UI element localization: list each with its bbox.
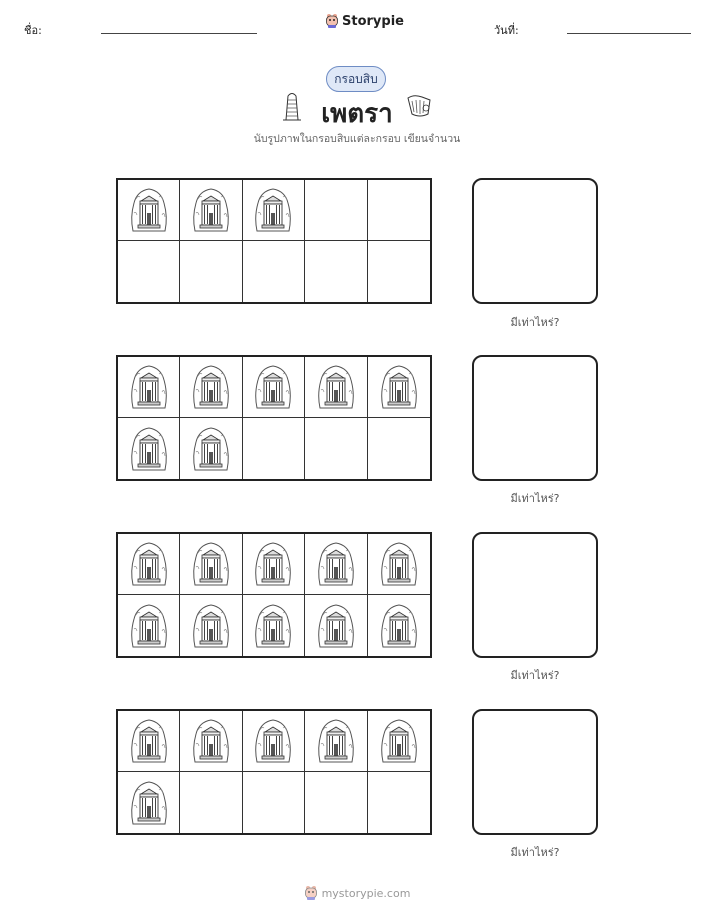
ten-frame-1 (116, 178, 432, 304)
answer-box-1[interactable] (472, 178, 598, 304)
question-label-3: มีเท่าไหร่? (510, 669, 560, 682)
petra-treasury-icon (252, 718, 294, 764)
brand-logo (325, 13, 404, 29)
petra-treasury-icon (315, 364, 357, 410)
petra-treasury-icon (252, 364, 294, 410)
ten-frame-4 (116, 709, 432, 835)
petra-treasury-icon (190, 603, 232, 649)
petra-treasury-icon (128, 541, 170, 587)
petra-treasury-icon (315, 718, 357, 764)
frame-cell (118, 772, 180, 833)
frame-cell (368, 534, 430, 595)
frame-cell (118, 534, 180, 595)
footer-url: mystorypie.com (321, 886, 411, 900)
petra-treasury-icon (190, 541, 232, 587)
petra-treasury-icon (378, 364, 420, 410)
frame-cell (180, 711, 242, 772)
frame-cell (368, 772, 430, 833)
frame-cell (118, 241, 180, 302)
petra-treasury-icon (128, 187, 170, 233)
ten-frame-3 (116, 532, 432, 658)
instructions: นับรูปภาพในกรอบสิบแต่ละกรอบ เขียนจำนวน (253, 133, 461, 145)
topic-badge: กรอบสิบ (326, 66, 386, 92)
frame-cell (180, 180, 242, 241)
frame-cell (305, 772, 367, 833)
frame-cell (305, 595, 367, 656)
petra-treasury-icon (378, 718, 420, 764)
petra-treasury-icon (190, 187, 232, 233)
frame-cell (243, 418, 305, 479)
frame-cell (243, 534, 305, 595)
date-label: วันที่: (494, 24, 519, 37)
frame-cell (305, 534, 367, 595)
petra-treasury-icon (315, 603, 357, 649)
petra-treasury-icon (190, 718, 232, 764)
frame-cell (368, 418, 430, 479)
frame-cell (305, 357, 367, 418)
frame-cell (118, 180, 180, 241)
petra-treasury-icon (128, 364, 170, 410)
frame-cell (243, 357, 305, 418)
name-label: ชื่อ: (24, 24, 42, 37)
brand-name: Storypie (342, 13, 404, 29)
frame-cell (118, 711, 180, 772)
question-label-4: มีเท่าไหร่? (510, 846, 560, 859)
date-line[interactable] (567, 33, 691, 34)
petra-treasury-icon (128, 780, 170, 826)
frame-cell (243, 772, 305, 833)
petra-treasury-icon (190, 426, 232, 472)
frame-cell (180, 418, 242, 479)
petra-treasury-icon (378, 603, 420, 649)
petra-treasury-icon (128, 426, 170, 472)
petra-treasury-icon (128, 603, 170, 649)
storypie-mascot-icon (325, 13, 339, 29)
question-label-2: มีเท่าไหร่? (510, 492, 560, 505)
footer (0, 885, 714, 901)
frame-cell (243, 180, 305, 241)
frame-cell (305, 418, 367, 479)
frame-cell (243, 711, 305, 772)
frame-cell (368, 595, 430, 656)
page-title: เพตรา (321, 99, 393, 129)
column-ruin-icon (404, 92, 434, 120)
petra-treasury-icon (252, 187, 294, 233)
petra-treasury-icon (315, 541, 357, 587)
frame-cell (368, 241, 430, 302)
frame-cell (118, 357, 180, 418)
frame-cell (180, 357, 242, 418)
storypie-mascot-icon (304, 885, 318, 901)
name-line[interactable] (101, 33, 257, 34)
petra-treasury-icon (128, 718, 170, 764)
petra-treasury-icon (378, 541, 420, 587)
frame-cell (368, 180, 430, 241)
frame-cell (243, 241, 305, 302)
frame-cell (118, 595, 180, 656)
frame-cell (180, 595, 242, 656)
ten-frame-2 (116, 355, 432, 481)
frame-cell (368, 711, 430, 772)
frame-cell (305, 180, 367, 241)
frame-cell (180, 241, 242, 302)
answer-box-4[interactable] (472, 709, 598, 835)
answer-box-2[interactable] (472, 355, 598, 481)
petra-treasury-icon (190, 364, 232, 410)
question-label-1: มีเท่าไหร่? (510, 316, 560, 329)
frame-cell (180, 534, 242, 595)
frame-cell (180, 772, 242, 833)
petra-treasury-icon (252, 603, 294, 649)
frame-cell (368, 357, 430, 418)
frame-cell (305, 711, 367, 772)
frame-cell (305, 241, 367, 302)
petra-treasury-icon (252, 541, 294, 587)
frame-cell (243, 595, 305, 656)
frame-cell (118, 418, 180, 479)
answer-box-3[interactable] (472, 532, 598, 658)
